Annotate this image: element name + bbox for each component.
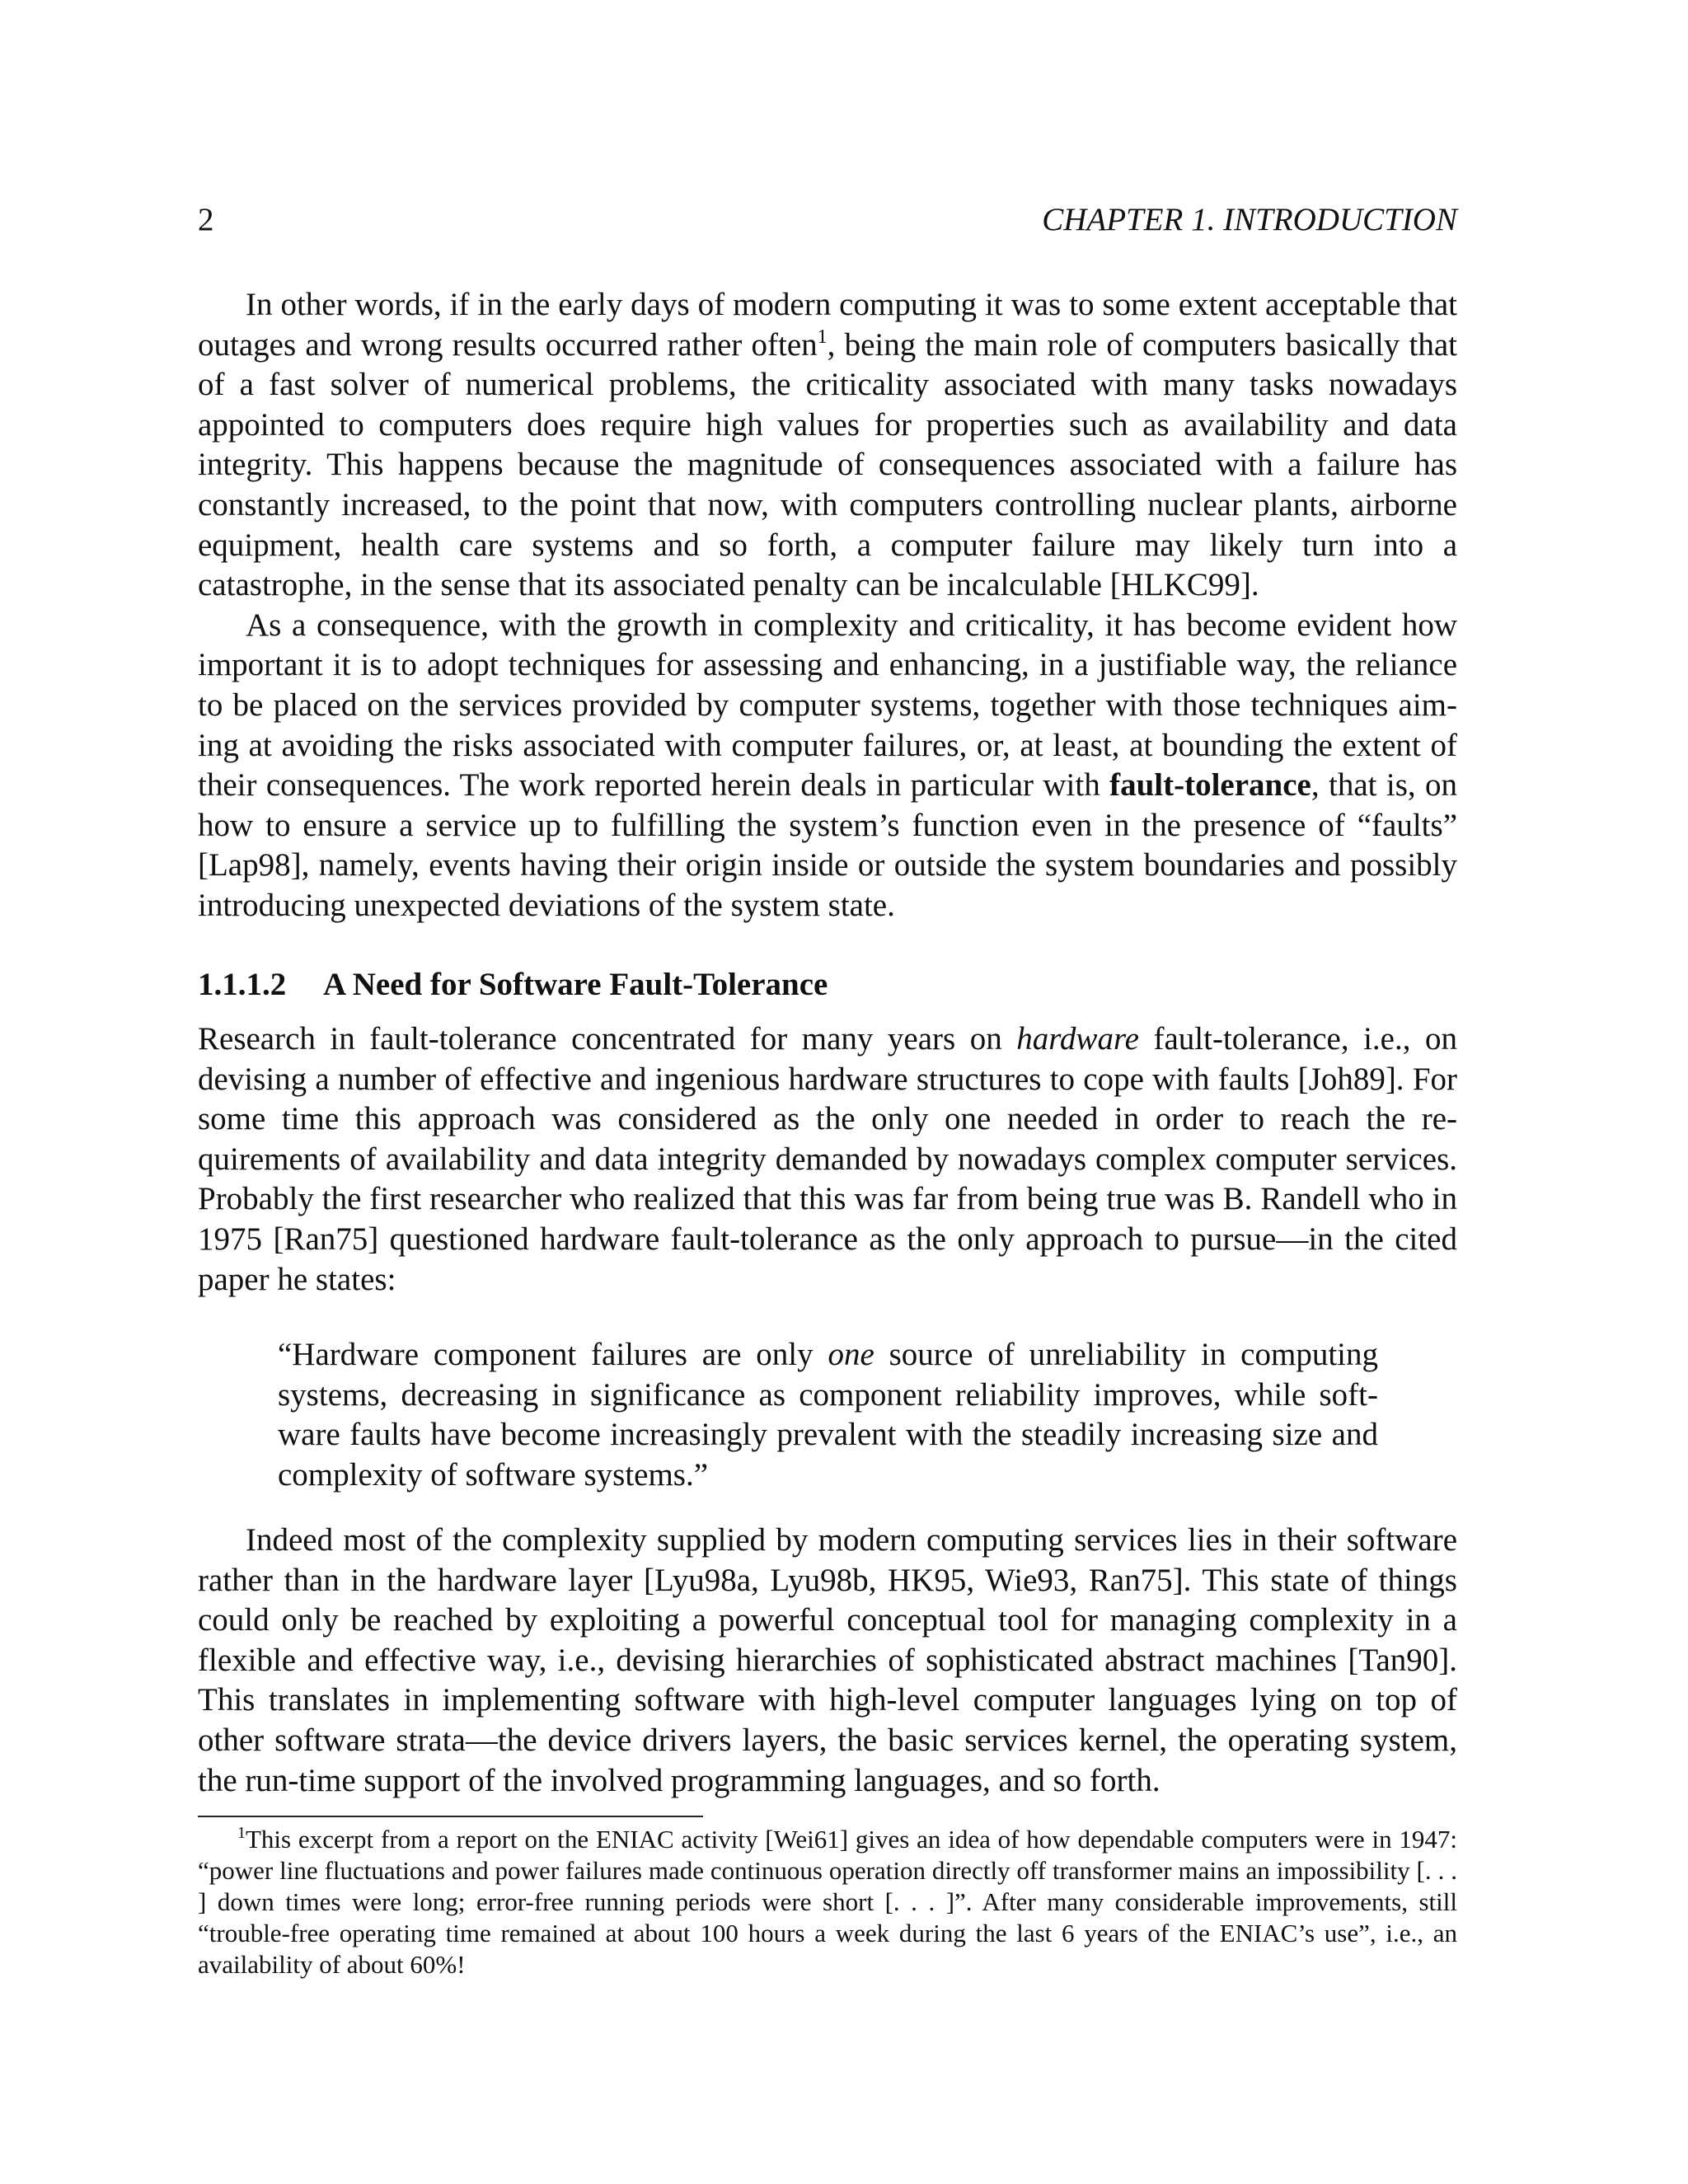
quote-text-b: source of unreliability in computing systems, decreasing in significance as component reliability improves, while soft-ware faults have become increasingly prevalent with the steadily increasing size and complexity of software systems.” xyxy=(278,1337,1378,1493)
paragraph-2-bold-term: fault-tolerance xyxy=(1109,767,1311,804)
paragraph-3-text-b: fault-tolerance, i.e., on devising a number of effective and ingenious hardware structures to cope with faults [Joh89]. For some time this approach was considered as the only one needed in order to reach the re-quirements of availability and data integrity demanded by nowadays complex computer services. Probably the first researcher who realized that this was far from being true was B. Randell who in 1975 [Ran75] questioned hardware fault-tolerance as the only approach to pursue—in the cited paper he states: xyxy=(198,1021,1457,1297)
footnote-mark: 1 xyxy=(237,1824,246,1842)
paragraph-3-text-a: Research in fault-tolerance concentrated for many years on xyxy=(198,1021,1017,1057)
quote-emphasis: one xyxy=(828,1337,874,1372)
paragraph-2-text-b: , that is, on how to ensure a service up to fulfilling the system’s function even in the presence of “faults” [Lap98], namely, events having their origin inside or outside the system boundaries and possibly introducing unexpected deviations of the system state. xyxy=(198,767,1457,923)
paragraph-4: Indeed most of the complexity supplied by modern computing services lies in their software rather than in the hardware layer [Lyu98a, Lyu98b, HK95, Wie93, Ran75]. This state of things could only be reached by exploiting a powerful conceptual tool for managing complexity in a flexible and effective way, i.e., devising hierarchies of sophisticated abstract machines [Tan90]. This translates in implementing software with high-level computer languages lying on top of other software strata—the device drivers layers, the basic services kernel, the operating system, the run-time support of the involved programming languages, and so forth. xyxy=(198,1522,1457,1798)
intro-paragraphs xyxy=(198,285,1457,926)
section-paragraph-4 xyxy=(198,1521,1457,1801)
paragraph-2 xyxy=(198,606,1457,926)
paragraph-3 xyxy=(198,1019,1457,1300)
section-number: 1.1.1.2 xyxy=(198,967,287,1002)
paragraph-1-text-a: In other words, if in the early days of modern computing it was to some extent acceptable that outages and wrong results occurred rather often xyxy=(198,287,1457,363)
footnote-divider xyxy=(198,1816,703,1817)
block-quote xyxy=(278,1335,1378,1495)
quote-text-a: “Hardware component failures are only xyxy=(278,1337,828,1372)
section-paragraph-3 xyxy=(198,1019,1457,1300)
page-number: 2 xyxy=(198,202,214,237)
footnote xyxy=(198,1824,1457,1980)
paragraph-1-text-b: , being the main role of computers basically that of a fast solver of numerical problems, the criticality associated with many tasks nowadays appointed to computers does require high values for properties such as availability and data integrity. This happens because the magnitude of consequences associated with a failure has constantly increased, to the point that now, with computers controlling nuclear plants, airborne equipment, health care systems and so forth, a computer failure may likely turn into a catastrophe, in the sense that its associated penalty can be incalculable [HLKC99]. xyxy=(198,326,1457,603)
paragraph-2-text-a: As a consequence, with the growth in complexity and criticality, it has become evident how important it is to adopt techniques for assessing and enhancing, in a justifiable way, the reliance to be placed on the services provided by computer systems, together with those techniques aim-ing at avoiding the risks associated with computer failures, or, at least, at bounding the extent of their consequences. The work reported herein deals in particular with xyxy=(198,607,1457,804)
paragraph-3-emphasis: hardware xyxy=(1016,1021,1139,1057)
running-title: CHAPTER 1. INTRODUCTION xyxy=(1042,202,1457,237)
footnote-text: This excerpt from a report on the ENIAC activity [Wei61] gives an idea of how dependable computers were in 1947: “power line fluctuations and power failures made continuous operation directly off transformer mains an impossibility [. . . ] down times were long; error-free running periods were short [. . . ]”. After many considerable improvements, still “trouble-free operating time remained at about 100 hours a week during the last 6 years of the ENIAC’s use”, i.e., an availability of about 60%! xyxy=(198,1825,1457,1979)
paragraph-1 xyxy=(198,285,1457,606)
footnote-marker: 1 xyxy=(817,326,828,348)
footnote-paragraph xyxy=(198,1824,1457,1980)
section-heading xyxy=(198,964,1457,1005)
section-title: A Need for Software Fault-Tolerance xyxy=(323,967,828,1002)
